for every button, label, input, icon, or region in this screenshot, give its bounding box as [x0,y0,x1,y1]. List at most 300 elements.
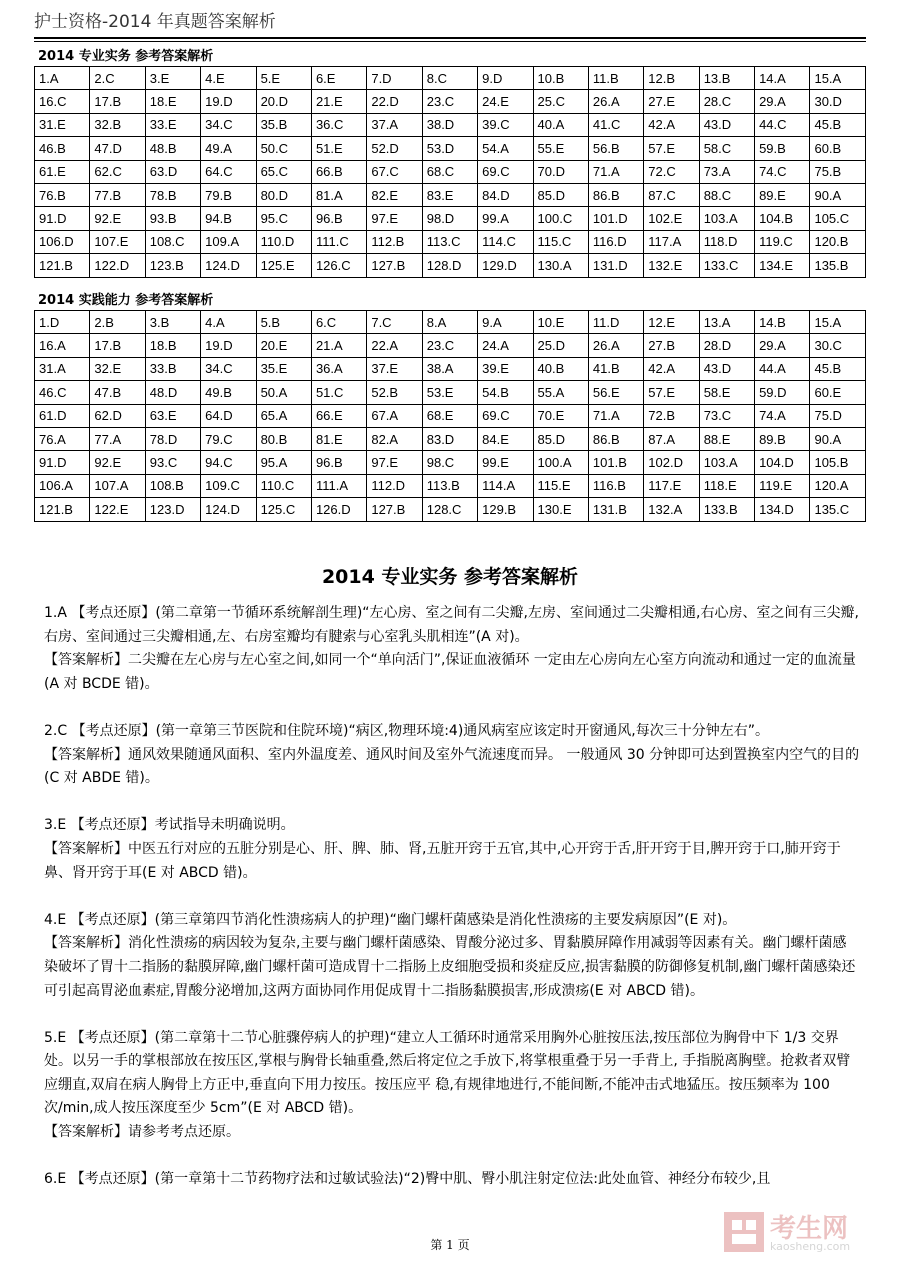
answer-cell: 73.A [699,160,754,183]
answer-cell: 47.D [90,137,145,160]
answer-cell: 14.B [755,311,810,334]
answer-cell: 27.E [644,90,699,113]
answer-cell: 75.D [810,404,866,427]
answer-cell: 82.E [367,183,422,206]
answer-cell: 67.C [367,160,422,183]
answer-cell: 57.E [644,137,699,160]
answer-cell: 17.B [90,334,145,357]
answer-cell: 16.A [35,334,90,357]
answer-cell: 35.B [256,113,311,136]
answer-cell: 29.A [755,90,810,113]
answer-cell: 26.A [588,90,643,113]
answer-cell: 132.E [644,254,699,277]
answer-cell: 50.C [256,137,311,160]
answer-cell: 135.C [810,498,866,521]
answer-cell: 24.A [478,334,533,357]
answer-cell: 76.A [35,427,90,450]
answer-cell: 36.A [311,357,366,380]
answer-cell: 42.A [644,113,699,136]
answer-cell: 68.E [422,404,477,427]
answer-cell: 108.C [145,230,200,253]
answer-row [35,357,866,380]
answer-cell: 3.E [145,67,200,90]
answer-cell: 9.A [478,311,533,334]
answer-cell: 8.A [422,311,477,334]
answer-cell: 14.A [755,67,810,90]
answer-cell: 104.D [755,451,810,474]
answer-cell: 12.E [644,311,699,334]
answer-row [35,381,866,404]
answer-row [35,137,866,160]
answer-cell: 23.C [422,334,477,357]
answer-cell: 18.B [145,334,200,357]
answer-cell: 54.B [478,381,533,404]
answer-cell: 77.B [90,183,145,206]
answer-cell: 105.C [810,207,866,230]
answer-cell: 25.D [533,334,588,357]
answer-cell: 57.E [644,381,699,404]
answer-cell: 6.E [311,67,366,90]
answer-cell: 1.D [35,311,90,334]
answer-cell: 129.D [478,254,533,277]
answer-cell: 121.B [35,254,90,277]
explanation-paragraph: 5.E 【考点还原】(第二章第十二节心脏骤停病人的护理)“建立人工循环时通常采用胸外心脏按压法,按压部位为胸骨中下 1/3 交界处。以另一手的掌根部放在按压区,掌根与胸骨长轴重叠,然后将定位之手放下,将掌根重叠于另一手背上, 手指脱离胸壁。抢救者双臂应绷直,双肩在病人胸骨上方正中,垂直向下用力按压。按压应平 稳,有规律地进行,不能间断,不能冲击式地猛压。按压频率为 100 次/min,成人按压深度至少 5cm”(E 对 ABCD 错)。 [44,1029,851,1117]
answer-cell: 74.C [755,160,810,183]
answer-cell: 122.D [90,254,145,277]
answer-cell: 2.C [90,67,145,90]
answer-cell: 128.C [422,498,477,521]
answer-cell: 16.C [35,90,90,113]
answer-cell: 75.B [810,160,866,183]
answer-cell: 54.A [478,137,533,160]
paragraph-gap [44,1145,860,1169]
answer-cell: 18.E [145,90,200,113]
answer-cell: 120.A [810,474,866,497]
answer-cell: 28.D [699,334,754,357]
answer-cell: 21.E [311,90,366,113]
answer-cell: 79.B [201,183,256,206]
answer-cell: 13.B [699,67,754,90]
answer-cell: 116.D [588,230,643,253]
answer-cell: 40.A [533,113,588,136]
answer-cell: 37.A [367,113,422,136]
answer-cell: 45.B [810,357,866,380]
answer-cell: 66.E [311,404,366,427]
answer-cell: 93.C [145,451,200,474]
answer-cell: 110.D [256,230,311,253]
answer-cell: 8.C [422,67,477,90]
answer-cell: 31.A [35,357,90,380]
answer-cell: 26.A [588,334,643,357]
answer-cell: 72.C [644,160,699,183]
answer-cell: 118.E [699,474,754,497]
answer-cell: 37.E [367,357,422,380]
answer-cell: 38.D [422,113,477,136]
answer-cell: 56.B [588,137,643,160]
answer-cell: 33.B [145,357,200,380]
header-rule-thin [34,41,866,42]
answer-cell: 77.A [90,427,145,450]
answer-cell: 49.B [201,381,256,404]
answer-cell: 56.E [588,381,643,404]
answer-cell: 95.C [256,207,311,230]
answer-cell: 48.B [145,137,200,160]
answer-cell: 59.B [755,137,810,160]
answer-cell: 28.C [699,90,754,113]
answer-cell: 81.A [311,183,366,206]
answer-cell: 61.E [35,160,90,183]
answer-cell: 66.B [311,160,366,183]
answer-cell: 123.D [145,498,200,521]
answer-cell: 114.A [478,474,533,497]
answer-cell: 81.E [311,427,366,450]
answer-cell: 115.E [533,474,588,497]
answer-cell: 105.B [810,451,866,474]
answer-cell: 76.B [35,183,90,206]
answer-row [35,90,866,113]
answer-table-practice [34,310,866,522]
answer-cell: 34.C [201,113,256,136]
answer-cell: 128.D [422,254,477,277]
answer-cell: 69.C [478,160,533,183]
answer-cell: 132.A [644,498,699,521]
section1-title: 2014 专业实务 参考答案解析 [38,49,214,64]
answer-cell: 80.D [256,183,311,206]
answer-cell: 83.E [422,183,477,206]
answer-cell: 97.E [367,451,422,474]
answer-cell: 94.C [201,451,256,474]
answer-cell: 95.A [256,451,311,474]
answer-cell: 51.E [311,137,366,160]
answer-cell: 48.D [145,381,200,404]
answer-cell: 98.D [422,207,477,230]
page-header: 护士资格-2014 年真题答案解析 [34,12,276,32]
answer-cell: 107.A [90,474,145,497]
answer-cell: 60.E [810,381,866,404]
answer-row [35,160,866,183]
answer-cell: 92.E [90,207,145,230]
answer-row [35,427,866,450]
answer-row [35,254,866,277]
answer-cell: 58.E [699,381,754,404]
answer-cell: 111.C [311,230,366,253]
answer-cell: 62.D [90,404,145,427]
answer-cell: 11.D [588,311,643,334]
paragraph-gap [44,791,860,815]
answer-table-professional [34,66,866,278]
answer-cell: 96.B [311,207,366,230]
answer-cell: 106.A [35,474,90,497]
answer-cell: 50.A [256,381,311,404]
answer-cell: 43.D [699,113,754,136]
answer-row [35,498,866,521]
answer-cell: 127.B [367,498,422,521]
answer-cell: 71.A [588,404,643,427]
answer-cell: 53.D [422,137,477,160]
answer-cell: 124.D [201,254,256,277]
answer-cell: 134.D [755,498,810,521]
answer-cell: 109.A [201,230,256,253]
answer-cell: 34.C [201,357,256,380]
answer-cell: 123.B [145,254,200,277]
answer-explanations [44,602,860,1192]
answer-cell: 135.B [810,254,866,277]
answer-cell: 100.C [533,207,588,230]
answer-cell: 32.E [90,357,145,380]
answer-cell: 74.A [755,404,810,427]
answer-cell: 87.C [644,183,699,206]
answer-cell: 115.C [533,230,588,253]
answer-cell: 91.D [35,207,90,230]
answer-cell: 96.B [311,451,366,474]
explanation-paragraph: 4.E 【考点还原】(第三章第四节消化性溃疡病人的护理)“幽门螺杆菌感染是消化性溃疡的主要发病原因”(E 对)。 [44,911,737,928]
answer-cell: 125.C [256,498,311,521]
explanation-paragraph: 3.E 【考点还原】考试指导未明确说明。 [44,817,295,834]
answer-cell: 21.A [311,334,366,357]
answer-row [35,67,866,90]
answer-cell: 3.B [145,311,200,334]
answer-cell: 125.E [256,254,311,277]
explanation-paragraph: 2.C 【考点还原】(第一章第三节医院和住院环境)“病区,物理环境:4)通风病室应该定时开窗通风,每次三十分钟左右”。 [44,722,769,739]
answer-cell: 5.E [256,67,311,90]
answer-cell: 91.D [35,451,90,474]
explanation-paragraph: 【答案解析】通风效果随通风面积、室内外温度差、通风时间及室外气流速度而异。 一般通风 30 分钟即可达到置换室内空气的目的(C 对 ABDE 错)。 [44,746,860,787]
answer-cell: 69.C [478,404,533,427]
answer-cell: 104.B [755,207,810,230]
answer-cell: 111.A [311,474,366,497]
answer-cell: 31.E [35,113,90,136]
answer-cell: 15.A [810,311,866,334]
explanation-paragraph: 【答案解析】消化性溃疡的病因较为复杂,主要与幽门螺杆菌感染、胃酸分泌过多、胃黏膜屏障作用减弱等因素有关。幽门螺杆菌感染破坏了胃十二指肠的黏膜屏障,幽门螺杆菌可造成胃十二指肠上皮细胞受损和炎症反应,损害黏膜的防御修复机制,幽门螺杆菌感染还可引起高胃泌血素症,胃酸分泌增加,这两方面协同作用促成胃十二指肠黏膜损害,形成溃疡(E 对 ABCD 错)。 [44,935,856,999]
answer-cell: 86.B [588,427,643,450]
answer-cell: 46.C [35,381,90,404]
watermark-brand: 考生网 [770,1214,849,1244]
answer-cell: 112.B [367,230,422,253]
answer-cell: 118.D [699,230,754,253]
answer-cell: 67.A [367,404,422,427]
answer-cell: 29.A [755,334,810,357]
answer-cell: 113.C [422,230,477,253]
answer-cell: 120.B [810,230,866,253]
answer-cell: 20.D [256,90,311,113]
answer-cell: 130.A [533,254,588,277]
answer-cell: 27.B [644,334,699,357]
answer-cell: 107.E [90,230,145,253]
answer-cell: 85.D [533,427,588,450]
answer-cell: 130.E [533,498,588,521]
answer-cell: 53.E [422,381,477,404]
answer-cell: 22.A [367,334,422,357]
answer-cell: 63.D [145,160,200,183]
paragraph-gap [44,1003,860,1027]
answer-cell: 44.A [755,357,810,380]
answer-cell: 70.E [533,404,588,427]
answer-cell: 79.C [201,427,256,450]
answer-cell: 64.D [201,404,256,427]
answer-cell: 121.B [35,498,90,521]
answer-cell: 20.E [256,334,311,357]
answer-cell: 35.E [256,357,311,380]
answer-cell: 78.D [145,427,200,450]
answer-cell: 103.A [699,207,754,230]
answer-cell: 72.B [644,404,699,427]
answer-cell: 88.E [699,427,754,450]
answer-cell: 2.B [90,311,145,334]
answer-cell: 70.D [533,160,588,183]
answer-cell: 46.B [35,137,90,160]
answer-cell: 24.E [478,90,533,113]
paragraph-gap [44,696,860,720]
answer-cell: 114.C [478,230,533,253]
page-number: 第 1 页 [430,1238,470,1252]
answer-cell: 90.A [810,183,866,206]
answer-cell: 47.B [90,381,145,404]
answer-cell: 112.D [367,474,422,497]
answer-cell: 1.A [35,67,90,90]
explanation-paragraph: 1.A 【考点还原】(第二章第一节循环系统解剖生理)“左心房、室之间有二尖瓣,左房、室间通过二尖瓣相通,右心房、室之间有三尖瓣,右房、室间通过三尖瓣相通,左、右房室瓣均有腱索与心室乳头肌相连”(A 对)。 [44,605,859,645]
answer-cell: 117.A [644,230,699,253]
answer-cell: 103.A [699,451,754,474]
answer-cell: 11.B [588,67,643,90]
answer-cell: 32.B [90,113,145,136]
answer-cell: 99.E [478,451,533,474]
answer-cell: 71.A [588,160,643,183]
document-title: 2014 专业实务 参考答案解析 [321,566,579,588]
answer-cell: 23.C [422,90,477,113]
answer-cell: 84.E [478,427,533,450]
header-rule [34,37,866,39]
answer-cell: 12.B [644,67,699,90]
answer-cell: 4.A [201,311,256,334]
answer-cell: 59.D [755,381,810,404]
answer-cell: 93.B [145,207,200,230]
answer-cell: 52.D [367,137,422,160]
answer-cell: 30.D [810,90,866,113]
answer-cell: 5.B [256,311,311,334]
answer-cell: 22.D [367,90,422,113]
answer-cell: 58.C [699,137,754,160]
answer-row [35,230,866,253]
answer-row [35,451,866,474]
answer-cell: 45.B [810,113,866,136]
answer-cell: 98.C [422,451,477,474]
answer-cell: 97.E [367,207,422,230]
answer-cell: 100.A [533,451,588,474]
answer-cell: 38.A [422,357,477,380]
answer-row [35,207,866,230]
answer-cell: 92.E [90,451,145,474]
section2-title: 2014 实践能力 参考答案解析 [38,293,214,308]
answer-row [35,311,866,334]
answer-row [35,474,866,497]
answer-cell: 101.D [588,207,643,230]
answer-cell: 131.D [588,254,643,277]
answer-cell: 52.B [367,381,422,404]
answer-cell: 99.A [478,207,533,230]
answer-cell: 30.C [810,334,866,357]
answer-cell: 116.B [588,474,643,497]
answer-cell: 83.D [422,427,477,450]
answer-cell: 9.D [478,67,533,90]
answer-cell: 51.C [311,381,366,404]
answer-cell: 113.B [422,474,477,497]
answer-cell: 6.C [311,311,366,334]
answer-cell: 63.E [145,404,200,427]
answer-cell: 102.D [644,451,699,474]
answer-cell: 129.B [478,498,533,521]
answer-cell: 62.C [90,160,145,183]
answer-cell: 15.A [810,67,866,90]
answer-cell: 19.D [201,90,256,113]
answer-row [35,334,866,357]
answer-cell: 33.E [145,113,200,136]
answer-cell: 119.E [755,474,810,497]
answer-cell: 106.D [35,230,90,253]
answer-cell: 82.A [367,427,422,450]
answer-cell: 80.B [256,427,311,450]
answer-cell: 94.B [201,207,256,230]
answer-cell: 110.C [256,474,311,497]
answer-cell: 101.B [588,451,643,474]
answer-cell: 19.D [201,334,256,357]
answer-cell: 60.B [810,137,866,160]
answer-cell: 109.C [201,474,256,497]
answer-row [35,404,866,427]
explanation-paragraph: 6.E 【考点还原】(第一章第十二节药物疗法和过敏试验法)“2)臀中肌、臀小肌注射定位法:此处血管、神经分布较少,且 [44,1171,771,1188]
answer-cell: 44.C [755,113,810,136]
answer-cell: 36.C [311,113,366,136]
answer-cell: 55.E [533,137,588,160]
answer-cell: 4.E [201,67,256,90]
answer-cell: 10.E [533,311,588,334]
answer-cell: 78.B [145,183,200,206]
answer-cell: 89.B [755,427,810,450]
answer-cell: 102.E [644,207,699,230]
answer-cell: 122.E [90,498,145,521]
answer-cell: 131.B [588,498,643,521]
answer-cell: 126.D [311,498,366,521]
answer-cell: 41.C [588,113,643,136]
watermark-domain: kaosheng.com [770,1240,851,1253]
explanation-paragraph: 【答案解析】二尖瓣在左心房与左心室之间,如同一个“单向活门”,保证血液循环 一定由左心房向左心室方向流动和通过一定的血流量(A 对 BCDE 错)。 [44,652,856,692]
paragraph-gap [44,885,860,909]
answer-cell: 39.E [478,357,533,380]
answer-row [35,113,866,136]
answer-cell: 43.D [699,357,754,380]
answer-cell: 49.A [201,137,256,160]
answer-cell: 117.E [644,474,699,497]
answer-cell: 13.A [699,311,754,334]
answer-cell: 90.A [810,427,866,450]
answer-cell: 65.A [256,404,311,427]
answer-cell: 7.C [367,311,422,334]
answer-cell: 84.D [478,183,533,206]
answer-cell: 89.E [755,183,810,206]
answer-cell: 39.C [478,113,533,136]
answer-cell: 40.B [533,357,588,380]
answer-cell: 17.B [90,90,145,113]
answer-cell: 133.C [699,254,754,277]
answer-cell: 108.B [145,474,200,497]
answer-cell: 126.C [311,254,366,277]
answer-cell: 55.A [533,381,588,404]
answer-cell: 133.B [699,498,754,521]
answer-cell: 119.C [755,230,810,253]
answer-cell: 65.C [256,160,311,183]
answer-cell: 73.C [699,404,754,427]
answer-cell: 41.B [588,357,643,380]
answer-cell: 85.D [533,183,588,206]
